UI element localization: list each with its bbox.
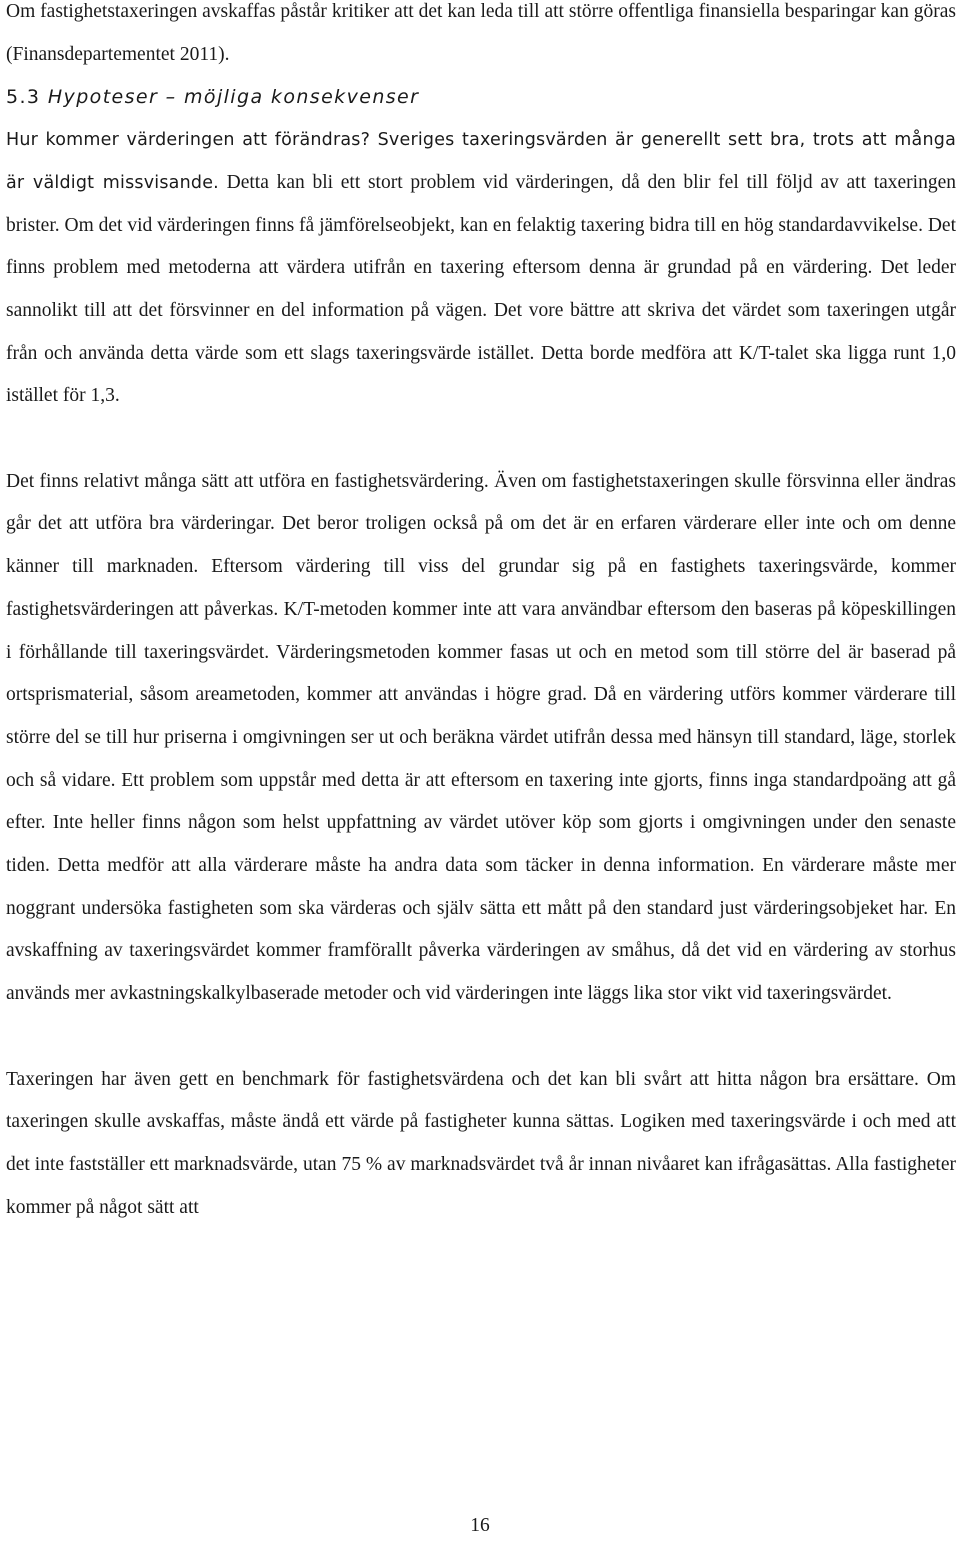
paragraph-1-body: Detta kan bli ett stort problem vid värderingen, då den blir fel till följd av att taxeringen brister. Om det vid värderingen finns få jämförelseobjekt, kan en felaktig taxering bidra till en hög standardavvikelse. Det finns problem med metoderna att värdera utifrån en taxering eftersom denna är grundad på en värdering. Det leder sannolikt till att det försvinner en del information på vägen. Det vore bättre att skriva det värdet som taxeringen utgår från och använda detta värde som ett slags taxeringsvärde istället. Detta borde medföra att K/T-talet ska ligga runt 1,0 istället för 1,3.	[6, 171, 956, 407]
page-number: 16	[470, 1515, 490, 1536]
paragraph-intro: Om fastighetstaxeringen avskaffas påstår kritiker att det kan leda till att större offentliga finansiella besparingar kan göras (Finansdepartementet 2011).	[6, 1, 956, 65]
section-number: 5.3	[6, 86, 41, 109]
paragraph-2: Det finns relativt många sätt att utföra en fastighetsvärdering. Även om fastighetstaxeringen skulle försvinna eller ändras går det att utföra bra värderingar. Det beror troligen också på om det är en erfaren värderare eller inte och om denne känner till marknaden. Eftersom värdering till viss del grundar sig på en fastighets taxeringsvärde, kommer fastighetsvärderingen att påverkas. K/T-metoden kommer inte att vara användbar eftersom den baseras på köpeskillingen i förhållande till taxeringsvärdet. Värderingsmetoden kommer fasas ut och en metod som till större del är baserad på ortsprismaterial, såsom areametoden, kommer att användas i högre grad. Då en värdering utförs kommer värderare till större del se till hur priserna i omgivningen ser ut och beräkna värdet utifrån dessa med hänsyn till standard, läge, storlek och så vidare. Ett problem som uppstår med detta är att eftersom en taxering inte gjorts, finns inga standardpoäng att gå efter. Inte heller finns någon som helst uppfattning av värdet utöver köp som gjorts i omgivningen under den senaste tiden. Detta medför att alla värderare måste ha andra data som täcker in denna information. En värderare måste mer noggrant undersöka fastigheten som ska värderas och själv sätta ett mått på den standard just värderingsobjeket har. En avskaffning av taxeringsvärdet kommer framförallt påverka värderingen av småhus, då det vid en värdering av storhus används mer avkastningskalkylbaserade metoder och vid värderingen inte läggs lika stor vikt vid taxeringsvärdet.	[6, 470, 956, 1005]
paragraph-spacer	[6, 1016, 956, 1059]
section-heading	[6, 76, 956, 119]
paragraph-spacer	[6, 418, 956, 461]
section-title: Hypoteser – möjliga konsekvenser	[47, 86, 420, 109]
paragraph-1-lead: Hur kommer värderingen att förändras? Sveriges taxeringsvärden är generellt sett bra, trots att många är väldigt missvisande.	[6, 130, 956, 193]
document-page	[6, 0, 956, 1229]
paragraph-3: Taxeringen har även gett en benchmark för fastighetsvärdena och det kan bli svårt att hitta någon bra ersättare. Om taxeringen skulle avskaffas, måste ändå ett värde på fastigheter kunna sättas. Logiken med taxeringsvärde i och med att det inte fastställer ett marknadsvärde, utan 75 % av marknadsvärdet två år innan nivåaret kan ifrågasättas. Alla fastigheter kommer på något sätt att	[6, 1068, 956, 1218]
paragraph-1	[6, 119, 956, 418]
